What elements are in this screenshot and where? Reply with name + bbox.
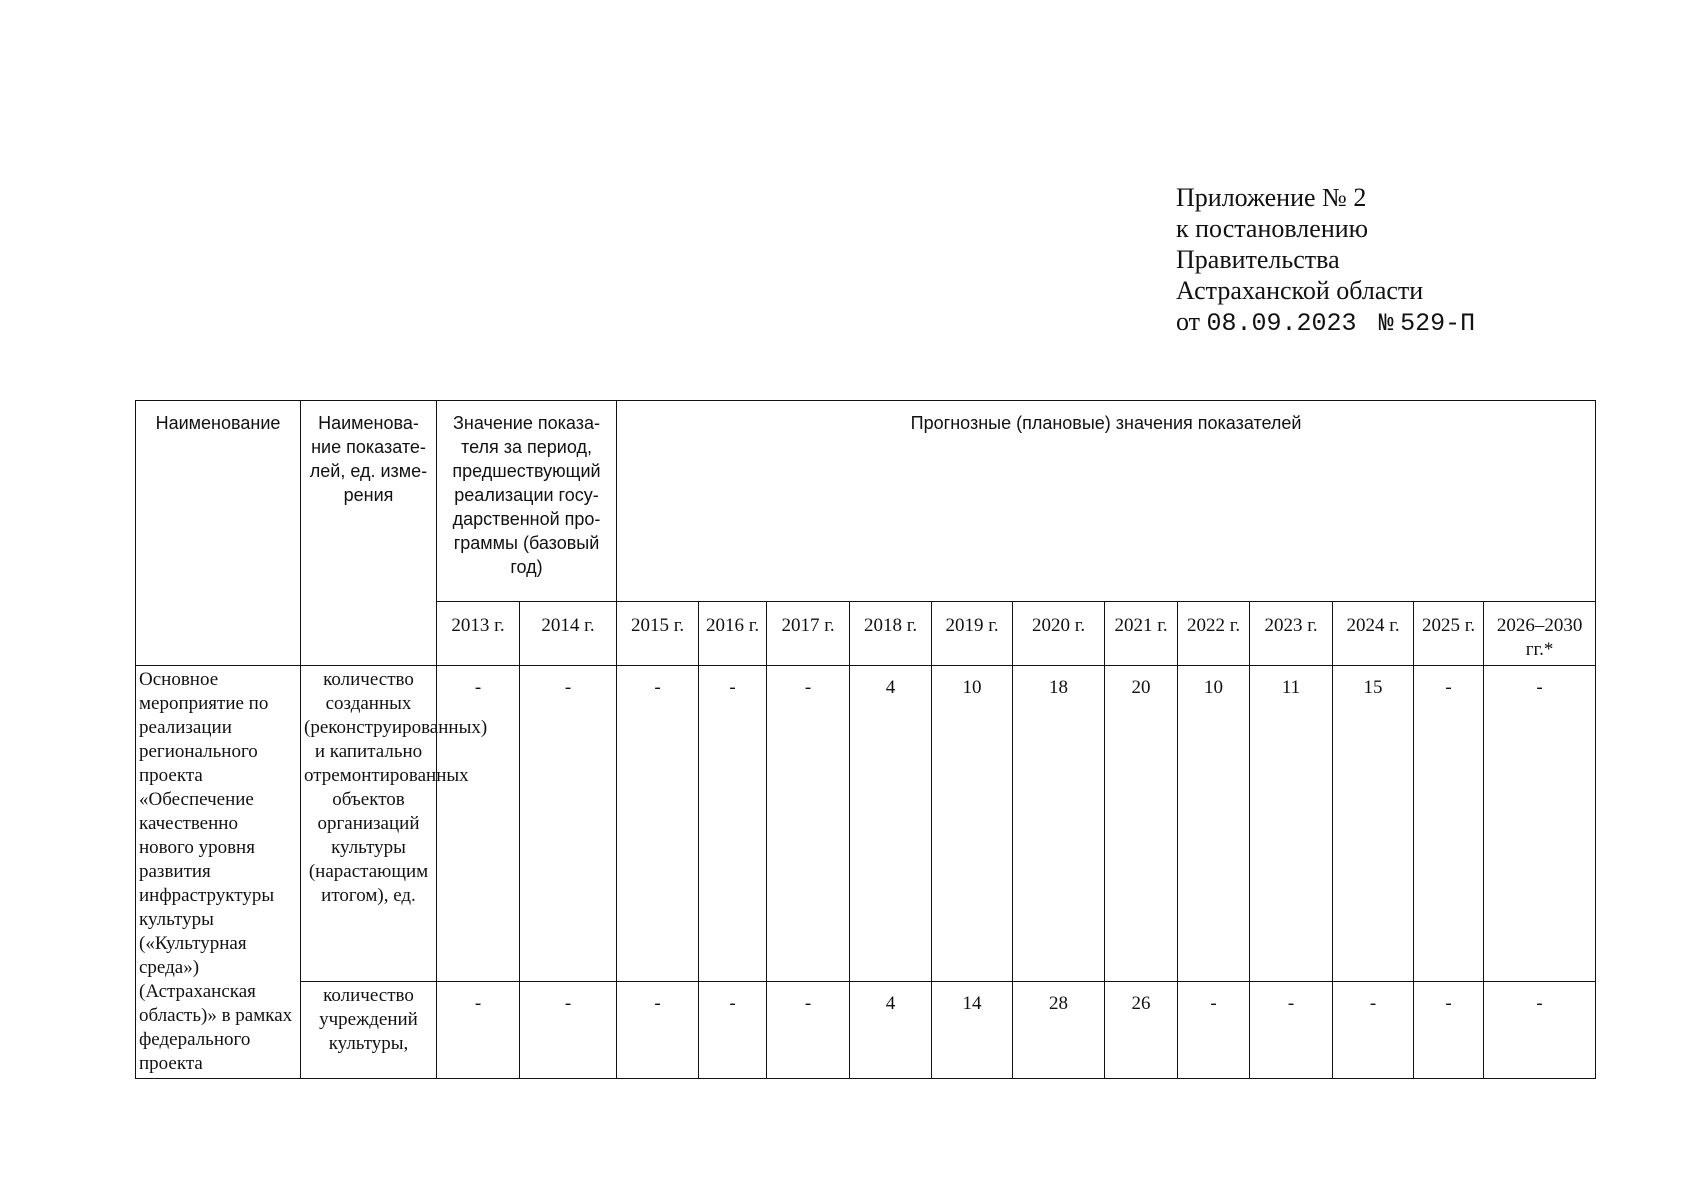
value-cell: - <box>1414 666 1484 982</box>
annex-date-prefix: от <box>1176 307 1201 336</box>
value-cell: - <box>1484 666 1596 982</box>
year-header: 2025 г. <box>1414 602 1484 666</box>
annex-title: Приложение № 2 <box>1176 183 1367 212</box>
header-base-period: Значение показа-теля за период, предшествующий реализации госу-дарственной про-граммы (базовый год) <box>437 401 617 602</box>
year-header: 2014 г. <box>520 602 617 666</box>
value-cell: 26 <box>1105 982 1178 1079</box>
annex-date: 08.09.2023 <box>1206 309 1357 338</box>
year-header: 2016 г. <box>699 602 767 666</box>
value-cell: 10 <box>1178 666 1250 982</box>
value-cell: - <box>699 982 767 1079</box>
annex-number: 529-П <box>1400 309 1476 338</box>
value-cell: - <box>617 982 699 1079</box>
year-header: 2018 г. <box>850 602 932 666</box>
value-cell: - <box>1484 982 1596 1079</box>
value-cell: 10 <box>932 666 1013 982</box>
year-header: 2015 г. <box>617 602 699 666</box>
value-cell: 20 <box>1105 666 1178 982</box>
year-header: 2017 г. <box>767 602 850 666</box>
year-header: 2026–2030 гг.* <box>1484 602 1596 666</box>
year-header: 2021 г. <box>1105 602 1178 666</box>
value-cell: - <box>1178 982 1250 1079</box>
annex-line-region: Астраханской области <box>1176 276 1424 305</box>
value-cell: - <box>699 666 767 982</box>
value-cell: - <box>767 982 850 1079</box>
year-header: 2020 г. <box>1013 602 1105 666</box>
value-cell: 18 <box>1013 666 1105 982</box>
annex-number-sign: № <box>1378 309 1394 338</box>
year-header: 2022 г. <box>1178 602 1250 666</box>
value-cell: - <box>437 982 520 1079</box>
year-header: 2013 г. <box>437 602 520 666</box>
header-name: Наименование <box>136 401 301 666</box>
indicator-label: количество созданных (реконструированных) и капитально отремонтированных объектов организаций культуры (нарастающим итогом), ед. <box>301 666 437 982</box>
value-cell: - <box>1414 982 1484 1079</box>
annex-date-line <box>1176 306 1475 339</box>
value-cell: - <box>767 666 850 982</box>
annex-line-government: Правительства <box>1176 245 1340 274</box>
year-header: 2023 г. <box>1250 602 1333 666</box>
measure-name: Основное мероприятие по реализации регионального проекта «Обеспечение качественно нового уровня развития инфраструктуры культуры («Культурная среда») (Астраханская область)» в рамках федерального проекта <box>136 666 301 1079</box>
value-cell: - <box>520 982 617 1079</box>
year-header: 2019 г. <box>932 602 1013 666</box>
table-row <box>136 982 1596 1079</box>
indicator-label: количество учреждений культуры, <box>301 982 437 1079</box>
value-cell: - <box>520 666 617 982</box>
header-indicator: Наименова-ние показате-лей, ед. изме-рения <box>301 401 437 666</box>
value-cell: 4 <box>850 982 932 1079</box>
value-cell: 4 <box>850 666 932 982</box>
value-cell: - <box>437 666 520 982</box>
annex-line-resolution: к постановлению <box>1176 214 1369 243</box>
table-row <box>136 666 1596 982</box>
annex-header <box>1176 182 1475 339</box>
year-header: 2024 г. <box>1333 602 1414 666</box>
indicators-table <box>135 400 1596 1079</box>
value-cell: - <box>1250 982 1333 1079</box>
header-forecast: Прогнозные (плановые) значения показателей <box>617 401 1596 602</box>
value-cell: - <box>1333 982 1414 1079</box>
value-cell: 11 <box>1250 666 1333 982</box>
value-cell: 28 <box>1013 982 1105 1079</box>
value-cell: 15 <box>1333 666 1414 982</box>
value-cell: 14 <box>932 982 1013 1079</box>
value-cell: - <box>617 666 699 982</box>
